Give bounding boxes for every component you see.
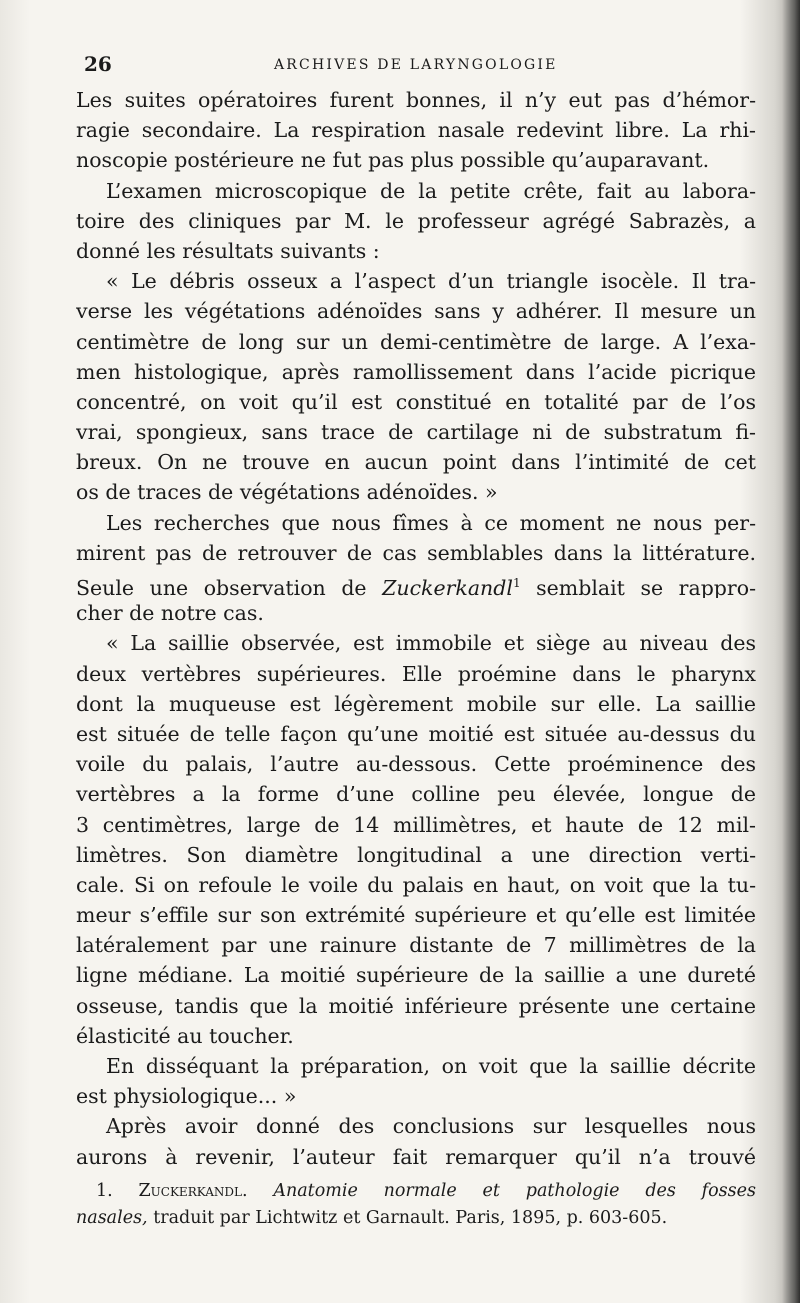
text-line: vrai, spongieux, sans trace de cartilage ni de substratum fi- xyxy=(76,420,756,445)
text-line: toire des cliniques par M. le professeur agrégé Sabrazès, a xyxy=(76,208,756,233)
footnote xyxy=(76,1178,756,1232)
text-line: cale. Si on refoule le voile du palais en haut, on voit que la tu- xyxy=(76,872,756,897)
page-header xyxy=(84,52,764,84)
footnote-line xyxy=(76,1178,756,1205)
text-line: vertèbres a la forme d’une colline peu élevée, longue de xyxy=(76,782,756,807)
text-line: limètres. Son diamètre longitudinal a une direction verti- xyxy=(76,842,756,867)
text-line: osseuse, tandis que la moitié inférieure présente une certaine xyxy=(76,993,756,1018)
text-line: cher de notre cas. xyxy=(76,601,264,626)
text-line: men histologique, après ramollissement dans l’acide picrique xyxy=(76,359,756,384)
text-line: « Le débris osseux a l’aspect d’un triangle isocèle. Il tra- xyxy=(106,269,756,294)
text-line: Après avoir donné des conclusions sur lesquelles nous xyxy=(106,1114,756,1139)
text-segment: Seule une observation de xyxy=(76,575,383,599)
footnote-line xyxy=(76,1205,756,1232)
footnote-reference[interactable]: 1 xyxy=(512,576,521,590)
cited-author: Zuckerkandl xyxy=(382,575,513,599)
text-line: est située de telle façon qu’une moitié est située au-dessus du xyxy=(76,721,756,746)
text-line-with-citation xyxy=(76,568,756,598)
text-segment: semblait se rappro- xyxy=(520,575,756,599)
text-line: En disséquant la préparation, on voit que la saillie décrite xyxy=(106,1054,756,1078)
text-line: centimètre de long sur un demi-centimètre de large. A l’exa- xyxy=(76,329,756,354)
text-line: aurons à revenir, l’auteur fait remarquer qu’il n’a trouvé xyxy=(76,1144,756,1169)
text-line: verse les végétations adénoïdes sans y adhérer. Il mesure un xyxy=(76,299,756,324)
text-line: est physiologique... » xyxy=(76,1084,297,1109)
page-number: 26 xyxy=(84,52,112,76)
text-line: 3 centimètres, large de 14 millimètres, et haute de 12 mil- xyxy=(76,812,756,837)
text-line: mirent pas de retrouver de cas semblables dans la littérature. xyxy=(76,540,756,565)
footnote-title-continued: nasales, xyxy=(76,1208,148,1228)
text-line: noscopie postérieure ne fut pas plus possible qu’auparavant. xyxy=(76,148,710,173)
text-line: os de traces de végétations adénoïdes. » xyxy=(76,480,498,505)
footnote-number: 1. xyxy=(96,1181,113,1201)
text-line: meur s’effile sur son extrémité supérieure et qu’elle est limitée xyxy=(76,903,756,928)
text-line: ligne médiane. La moitié supérieure de la saillie a une dureté xyxy=(76,963,756,988)
text-line: voile du palais, l’autre au-dessous. Cette proéminence des xyxy=(76,752,756,777)
footnote-text: traduit par Lichtwitz et Garnault. Paris, 1895, p. 603-605. xyxy=(147,1208,668,1228)
footnote-title: Anatomie normale et pathologie des fosses xyxy=(273,1181,756,1201)
text-line: concentré, on voit qu’il est constitué en totalité par de l’os xyxy=(76,389,756,414)
page-edge-shadow xyxy=(782,0,800,1303)
text-line: « La saillie observée, est immobile et siège au niveau des xyxy=(106,631,756,656)
text-line: latéralement par une rainure distante de 7 millimètres de la xyxy=(76,933,756,958)
body-text xyxy=(76,85,756,1172)
footnote-author: Zuckerkandl. xyxy=(138,1181,248,1201)
text-line: deux vertèbres supérieures. Elle proémine dans le pharynx xyxy=(76,661,756,686)
text-line: Les recherches que nous fîmes à ce moment ne nous per- xyxy=(106,510,756,535)
text-line: élasticité au toucher. xyxy=(76,1023,294,1048)
running-title: ARCHIVES DE LARYNGOLOGIE xyxy=(274,57,558,73)
text-line: dont la muqueuse est légèrement mobile sur elle. La saillie xyxy=(76,691,756,716)
text-line: Les suites opératoires furent bonnes, il n’y eut pas d’hémor- xyxy=(76,88,756,112)
text-line: donné les résultats suivants : xyxy=(76,238,380,263)
text-line: breux. On ne trouve en aucun point dans l’intimité de cet xyxy=(76,450,756,475)
text-line: ragie secondaire. La respiration nasale redevint libre. La rhi- xyxy=(76,118,756,143)
text-line: L’examen microscopique de la petite crête, fait au labora- xyxy=(106,178,756,203)
